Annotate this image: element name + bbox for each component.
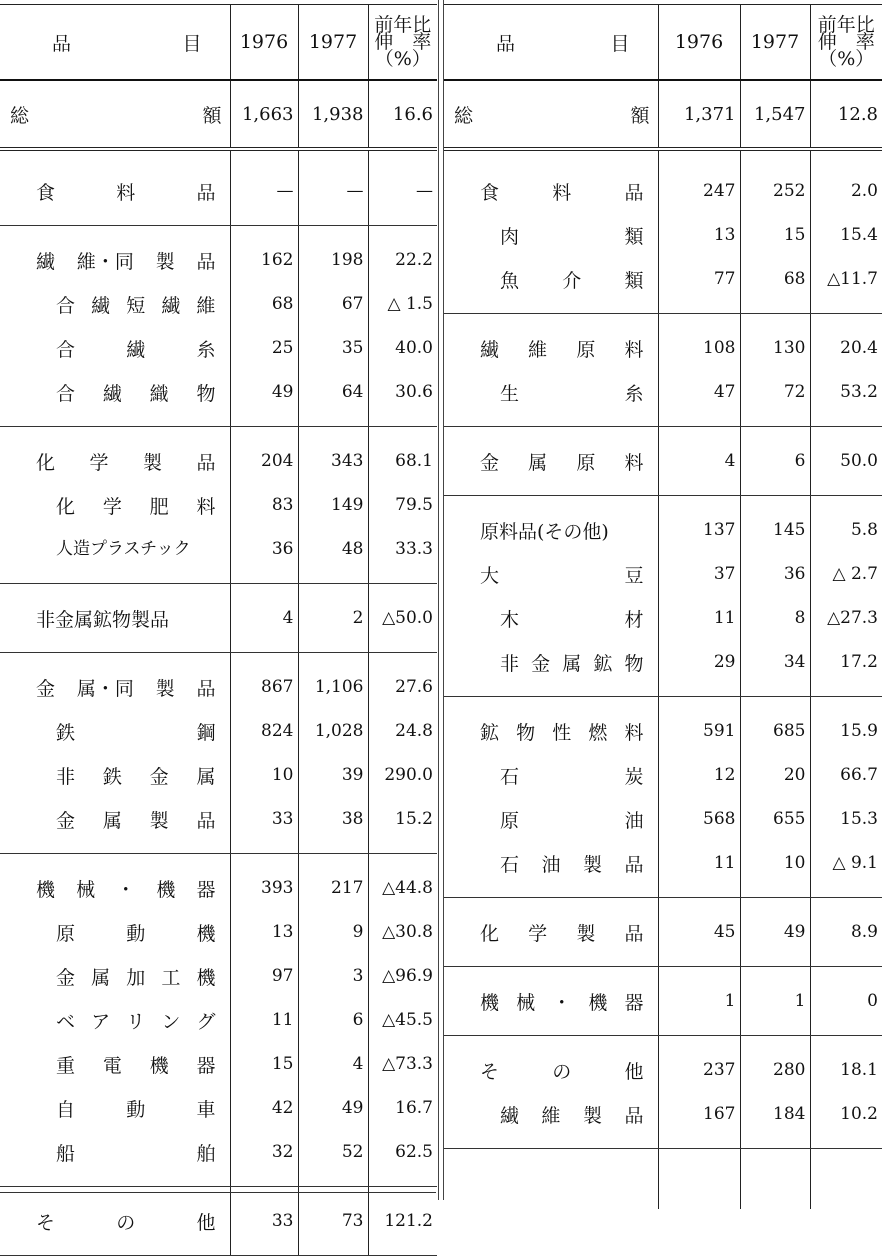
- item-label: 石 油 製 品: [444, 841, 658, 898]
- table-row: [0, 282, 437, 326]
- cell-yoy: —: [368, 157, 437, 226]
- cell-v1977: 252: [740, 157, 810, 213]
- cell-v1976: 25: [230, 326, 298, 370]
- cell-yoy: △ 2.7: [810, 552, 882, 596]
- cell-yoy: 8.9: [810, 898, 882, 967]
- cell-v1977: 20: [740, 753, 810, 797]
- cell-yoy: 5.8: [810, 496, 882, 553]
- total-v1977: 1,547: [740, 80, 810, 149]
- cell-v1976: 47: [658, 370, 740, 427]
- item-label: そ の 他: [0, 1187, 230, 1256]
- item-label: 金 属・同 製 品: [36, 677, 216, 700]
- cell-v1977: 4: [298, 1042, 368, 1086]
- table-row: [444, 753, 882, 797]
- cell-v1977: 15: [740, 213, 810, 257]
- cell-v1977: 217: [298, 854, 368, 911]
- item-label: 金 属 加 工 機: [56, 966, 216, 989]
- table-row: [0, 226, 437, 283]
- cell-yoy: 62.5: [368, 1130, 437, 1187]
- cell-v1977: 685: [740, 697, 810, 754]
- total-row: [0, 80, 437, 149]
- cell-yoy: 15.2: [368, 797, 437, 854]
- header-1977: 1977: [298, 5, 368, 81]
- cell-v1977: 72: [740, 370, 810, 427]
- cell-v1976: 83: [230, 483, 298, 527]
- table-row: [0, 998, 437, 1042]
- cell-yoy: 15.4: [810, 213, 882, 257]
- cell-yoy: 22.2: [368, 226, 437, 283]
- item-label: そ の 他: [480, 1060, 644, 1083]
- table-row: [0, 1042, 437, 1086]
- cell-yoy: △44.8: [368, 854, 437, 911]
- table-row: [0, 1187, 437, 1256]
- table-row: [444, 213, 882, 257]
- cell-v1977: 6: [740, 427, 810, 496]
- cell-yoy: 33.3: [368, 527, 437, 584]
- cell-yoy: 10.2: [810, 1092, 882, 1149]
- cell-v1977: 130: [740, 314, 810, 371]
- cell-v1976: 29: [658, 640, 740, 697]
- header-1976: 1976: [230, 5, 298, 81]
- table-row: [444, 427, 882, 496]
- header-1977: 1977: [740, 5, 810, 81]
- item-label: 原 動 機: [56, 922, 216, 945]
- cell-v1976: 33: [230, 797, 298, 854]
- header-yoy: 前年比 伸 率 （%）: [368, 5, 437, 81]
- item-label: 金 属 製 品: [0, 797, 230, 854]
- cell-v1977: 67: [298, 282, 368, 326]
- cell-v1976: 137: [658, 496, 740, 553]
- table-row: [0, 427, 437, 484]
- cell-v1977: —: [298, 157, 368, 226]
- cell-v1977: 1,028: [298, 709, 368, 753]
- cell-v1977: 68: [740, 257, 810, 314]
- table-row: [444, 640, 882, 697]
- cell-v1976: 12: [658, 753, 740, 797]
- cell-yoy: △27.3: [810, 596, 882, 640]
- table-row: [444, 898, 882, 967]
- cell-v1976: 867: [230, 653, 298, 710]
- cell-v1977: 10: [740, 841, 810, 898]
- table-row: [444, 797, 882, 841]
- cell-yoy: 290.0: [368, 753, 437, 797]
- cell-yoy: 0: [810, 967, 882, 1036]
- cell-v1976: 42: [230, 1086, 298, 1130]
- table-row: [0, 326, 437, 370]
- cell-yoy: 66.7: [810, 753, 882, 797]
- item-label: 原 油: [500, 809, 644, 832]
- cell-yoy: 15.9: [810, 697, 882, 754]
- cell-v1977: 38: [298, 797, 368, 854]
- cell-yoy: 18.1: [810, 1036, 882, 1093]
- cell-yoy: △73.3: [368, 1042, 437, 1086]
- item-label: 石 炭: [500, 765, 644, 788]
- cell-v1976: 15: [230, 1042, 298, 1086]
- cell-v1976: 10: [230, 753, 298, 797]
- cell-yoy: 79.5: [368, 483, 437, 527]
- cell-yoy: 68.1: [368, 427, 437, 484]
- item-label: 機 械 ・ 機 器: [444, 967, 658, 1036]
- cell-v1976: 13: [230, 910, 298, 954]
- table-row: [0, 910, 437, 954]
- total-v1977: 1,938: [298, 80, 368, 149]
- header-item: 品 目: [444, 5, 658, 81]
- cell-v1976: 393: [230, 854, 298, 911]
- cell-v1977: 145: [740, 496, 810, 553]
- cell-v1977: 64: [298, 370, 368, 427]
- cell-v1977: 280: [740, 1036, 810, 1093]
- table-row: [0, 709, 437, 753]
- cell-yoy: 20.4: [810, 314, 882, 371]
- item-label: 化 学 製 品: [444, 898, 658, 967]
- cell-yoy: △11.7: [810, 257, 882, 314]
- item-label: 非 鉄 金 属: [56, 765, 216, 788]
- cell-v1977: 6: [298, 998, 368, 1042]
- cell-yoy: 27.6: [368, 653, 437, 710]
- table-row: [0, 954, 437, 998]
- cell-v1976: 36: [230, 527, 298, 584]
- item-label: ベ ア リ ン グ: [56, 1010, 216, 1033]
- table-row: [0, 584, 437, 653]
- cell-v1977: 1,106: [298, 653, 368, 710]
- table-row: [0, 753, 437, 797]
- cell-v1977: 8: [740, 596, 810, 640]
- cell-yoy: 50.0: [810, 427, 882, 496]
- cell-yoy: △ 1.5: [368, 282, 437, 326]
- total-v1976: 1,663: [230, 80, 298, 149]
- export-table: [0, 4, 437, 1256]
- cell-v1976: 591: [658, 697, 740, 754]
- item-label: 合 繊 織 物: [0, 370, 230, 427]
- table-row: [0, 1086, 437, 1130]
- total-label: 総 額: [10, 104, 222, 127]
- cell-v1976: 108: [658, 314, 740, 371]
- export-table-panel: [0, 4, 437, 1256]
- cell-v1977: 655: [740, 797, 810, 841]
- table-row: [444, 257, 882, 314]
- cell-v1976: 162: [230, 226, 298, 283]
- cell-v1976: 568: [658, 797, 740, 841]
- table-row: [0, 854, 437, 911]
- cell-v1977: 184: [740, 1092, 810, 1149]
- cell-v1977: 52: [298, 1130, 368, 1187]
- cell-yoy: 30.6: [368, 370, 437, 427]
- item-label: 非 金 属 鉱 物: [444, 640, 658, 697]
- header-1976: 1976: [658, 5, 740, 81]
- cell-v1976: 33: [230, 1187, 298, 1256]
- table-row: [0, 157, 437, 226]
- item-label: 船 舶: [0, 1130, 230, 1187]
- cell-yoy: 2.0: [810, 157, 882, 213]
- cell-v1976: 97: [230, 954, 298, 998]
- item-label: 木 材: [500, 608, 644, 631]
- item-label: 魚 介 類: [444, 257, 658, 314]
- total-row: [444, 80, 882, 149]
- cell-v1976: 4: [658, 427, 740, 496]
- cell-v1976: 49: [230, 370, 298, 427]
- cell-v1977: 2: [298, 584, 368, 653]
- table-row: [444, 1036, 882, 1093]
- item-label: 大 豆: [480, 564, 644, 587]
- cell-v1976: 4: [230, 584, 298, 653]
- table-row: [444, 967, 882, 1036]
- total-v1976: 1,371: [658, 80, 740, 149]
- total-yoy: 16.6: [368, 80, 437, 149]
- cell-v1976: 824: [230, 709, 298, 753]
- table-row: [444, 370, 882, 427]
- cell-v1976: 77: [658, 257, 740, 314]
- item-label: 非金属鉱物製品: [0, 584, 230, 653]
- cell-yoy: 53.2: [810, 370, 882, 427]
- cell-v1977: 39: [298, 753, 368, 797]
- header-yoy: 前年比 伸 率 （%）: [810, 5, 882, 81]
- item-label: 繊 維・同 製 品: [36, 250, 216, 273]
- cell-yoy: 40.0: [368, 326, 437, 370]
- table-row: [444, 157, 882, 213]
- cell-v1977: 48: [298, 527, 368, 584]
- item-label: 化 学 肥 料: [56, 495, 216, 518]
- item-label: 金 属 原 料: [444, 427, 658, 496]
- cell-v1977: 3: [298, 954, 368, 998]
- cell-v1976: 204: [230, 427, 298, 484]
- item-label: 生 糸: [444, 370, 658, 427]
- import-table-panel: [444, 4, 882, 1209]
- cell-v1977: 35: [298, 326, 368, 370]
- spacer-row: [0, 149, 437, 157]
- cell-v1976: 11: [658, 841, 740, 898]
- cell-v1976: 45: [658, 898, 740, 967]
- item-label: 食 料 品: [0, 157, 230, 226]
- bottom-rule: [0, 1192, 436, 1193]
- total-yoy: 12.8: [810, 80, 882, 149]
- table-row: [0, 1130, 437, 1187]
- item-label: 繊 維 原 料: [480, 338, 644, 361]
- header-row: [444, 5, 882, 81]
- cell-v1977: 49: [298, 1086, 368, 1130]
- cell-v1976: 237: [658, 1036, 740, 1093]
- item-label: 重 電 機 器: [56, 1054, 216, 1077]
- cell-yoy: 17.2: [810, 640, 882, 697]
- cell-yoy: △ 9.1: [810, 841, 882, 898]
- table-row: [0, 527, 437, 584]
- cell-v1976: 247: [658, 157, 740, 213]
- item-label: 鉱 物 性 燃 料: [480, 721, 644, 744]
- table-row: [444, 841, 882, 898]
- cell-yoy: 121.2: [368, 1187, 437, 1256]
- cell-v1977: 34: [740, 640, 810, 697]
- cell-yoy: 16.7: [368, 1086, 437, 1130]
- cell-yoy: △45.5: [368, 998, 437, 1042]
- cell-v1977: 343: [298, 427, 368, 484]
- cell-yoy: △96.9: [368, 954, 437, 998]
- cell-v1977: 73: [298, 1187, 368, 1256]
- item-label: 肉 類: [500, 225, 644, 248]
- cell-v1976: 32: [230, 1130, 298, 1187]
- table-row: [0, 653, 437, 710]
- item-label: 繊 維 製 品: [444, 1092, 658, 1149]
- cell-yoy: △30.8: [368, 910, 437, 954]
- cell-yoy: 24.8: [368, 709, 437, 753]
- total-label: 総 額: [454, 104, 650, 127]
- import-table: [444, 4, 882, 1209]
- cell-v1977: 149: [298, 483, 368, 527]
- item-label: 人造プラスチック: [0, 527, 230, 584]
- item-label: 機 械 ・ 機 器: [36, 878, 216, 901]
- header-row: [0, 5, 437, 81]
- cell-v1977: 1: [740, 967, 810, 1036]
- item-label: 自 動 車: [56, 1098, 216, 1121]
- item-label: 化 学 製 品: [36, 451, 216, 474]
- table-row: [444, 496, 882, 553]
- item-label: 合 繊 短 繊 維: [56, 294, 216, 317]
- cell-v1976: 37: [658, 552, 740, 596]
- table-row: [444, 552, 882, 596]
- cell-v1976: 11: [230, 998, 298, 1042]
- table-row: [444, 314, 882, 371]
- item-label: 鉄 鋼: [56, 721, 216, 744]
- cell-v1977: 36: [740, 552, 810, 596]
- cell-v1977: 198: [298, 226, 368, 283]
- cell-yoy: △50.0: [368, 584, 437, 653]
- table-row: [444, 596, 882, 640]
- cell-v1977: 9: [298, 910, 368, 954]
- cell-v1976: 167: [658, 1092, 740, 1149]
- table-row: [444, 1092, 882, 1149]
- cell-v1976: 13: [658, 213, 740, 257]
- item-label: 合 繊 糸: [56, 338, 216, 361]
- item-label: 原料品(その他): [480, 520, 609, 543]
- table-row: [0, 370, 437, 427]
- cell-v1976: —: [230, 157, 298, 226]
- cell-yoy: 15.3: [810, 797, 882, 841]
- header-item: 品 目: [0, 5, 230, 81]
- table-row: [0, 797, 437, 854]
- cell-v1976: 1: [658, 967, 740, 1036]
- cell-v1977: 49: [740, 898, 810, 967]
- item-label: 食 料 品: [480, 181, 644, 204]
- table-row: [444, 697, 882, 754]
- cell-v1976: 11: [658, 596, 740, 640]
- table-row: [0, 483, 437, 527]
- cell-v1976: 68: [230, 282, 298, 326]
- spacer-row: [444, 149, 882, 157]
